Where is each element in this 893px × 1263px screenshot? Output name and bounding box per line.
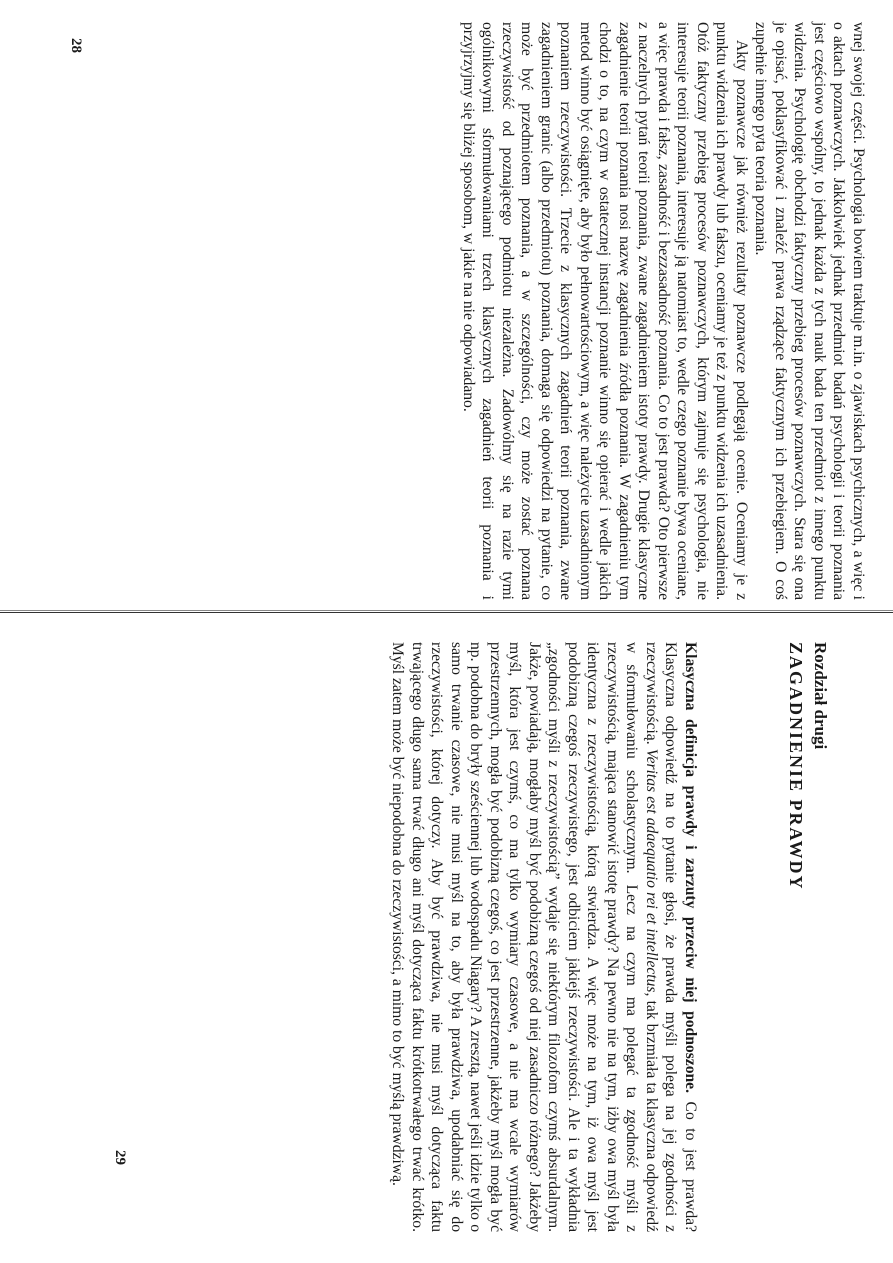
chapter-label: Rozdział drugi xyxy=(811,642,830,750)
chapter-title: ZAGADNIENIE PRAWDY xyxy=(786,642,806,891)
paragraph-text-a: Co to jest prawda? Klasyczna odpowiedź na to pytanie głosi, że prawda myśli polega na jej zgodności z rzeczywistością. xyxy=(643,642,699,1232)
chapter-heading xyxy=(772,642,832,1232)
page-number-right: 29 xyxy=(112,1150,128,1165)
left-paragraph-2: Akty poznawcze jak również rezultaty poznawcze podlegają ocenie. Oceniamy je z punktu widzenia ich prawdy lub fałszu, oceniamy je też z punktu widzenia ich uzasadnienia. Otóż faktyczny przebieg procesów poznawczych, którym zajmuje się psychologia, nie interesuje teorii poznania, interesuje ją natomiast to, wedle czego poznanie bywa oceniane, a więc prawda i fałsz, zasadność i bezzasadność poznania. Co to jest prawda? Oto pierwsze z naczelnych pytań teorii poznania, zwane zagadnieniem istoty prawdy. Drugie klasyczne zagadnienie teorii poznania nosi nazwę zagadnienia źródła poznania. W zagadnieniu tym chodzi o to, na czym w ostatecznej instancji poznanie winno się opierać i wedle jakich metod winno być osiągnięte, aby było pełnowartościowym, a więc należycie uzasadnionym poznaniem rzeczywistości. Trzecie z klasycznych zagadnień teorii poznania, zwane zagadnieniem granic (albo przedmiotu) poznania, domaga się odpowiedzi na pytanie, co może być przedmiotem poznania, a w szczególności, czy może zostać poznana rzeczywistość od poznającego podmiotu niezależna. Zadowólmy się na razie tymi ogólnikowymi sformułowaniami trzech klasycznych zagadnień teorii poznania i przyjrzyjmy się bliżej sposobom, w jakie na nie odpowiadano. xyxy=(460,22,750,600)
left-paragraph-1: wnej swojej części. Psychologia bowiem traktuje m.in. o zjawiskach psychicznych, a więc i o aktach poznawczych. Jakkolwiek jednak przedmiot badań psychologii i teorii poznania jest częściowo wspólny, to jednak każda z tych nauk bada ten przedmiot z innego punktu widzenia. Psychologię obchodzi faktyczny przebieg procesów poznawczych. Stara się ona je opisać, poklasyfikować i znaleźć prawa rządzące faktycznym ich przebiegiem. O coś zupełnie innego pyta teoria poznania. xyxy=(752,22,867,600)
book-spine xyxy=(0,612,893,613)
right-paragraph-1 xyxy=(388,642,700,1232)
right-page-body xyxy=(200,642,700,1232)
section-heading: Klasyczna definicja prawdy i zarzuty przeciw niej podnoszone. xyxy=(682,642,699,1093)
paragraph-text-b: tak brzmiała ta klasyczna odpowiedź w sformułowaniu scholastycznym. Lecz na czym ma polegać ta zgodność myśli z rzeczywistością, mająca stanowić istotę prawdy? Na pewno nie na tym, iżby owa myśl była identyczna z rzeczywistością, którą stwierdza. A więc może na tym, iż owa myśl jest podobizną czegoś rzeczywistego, jest odbiciem jakiejś rzeczywistości. Ale i ta wykładnia „zgodności myśli z rzeczywistością” wydaje się niektórym filozofom czymś absurdalnym. Jakże, powiadają, mogłaby myśl być podobizną czegoś od niej zasadniczo różnego? Jakżeby myśl, która jest czymś, co ma tylko wymiary czasowe, a nie ma wcale wymiarów przestrzennych, mogła być podobizną czegoś, co jest przestrzenne, jakżeby myśl mogła być np. podobna do bryły sześciennej lub wodospadu Niagary? A zresztą, nawet jeśli idzie tylko o samo trwanie czasowe, nie musi myśl na to, aby była prawdziwa, upodabniać się do rzeczywistości, której dotyczy. Aby być prawdziwa, nie musi myśl dotycząca faktu trwającego długo sama trwać długo ani myśl dotycząca faktu krótkotrwałego trwać krótko. Myśl zatem może być niepodobna do rzeczywistości, a mimo to być myślą prawdziwą. xyxy=(389,642,660,1232)
left-page-body xyxy=(140,22,868,600)
latin-quote: Veritas est adaequatio rei et intellectus, xyxy=(643,748,660,997)
page-number-left: 28 xyxy=(68,38,84,53)
